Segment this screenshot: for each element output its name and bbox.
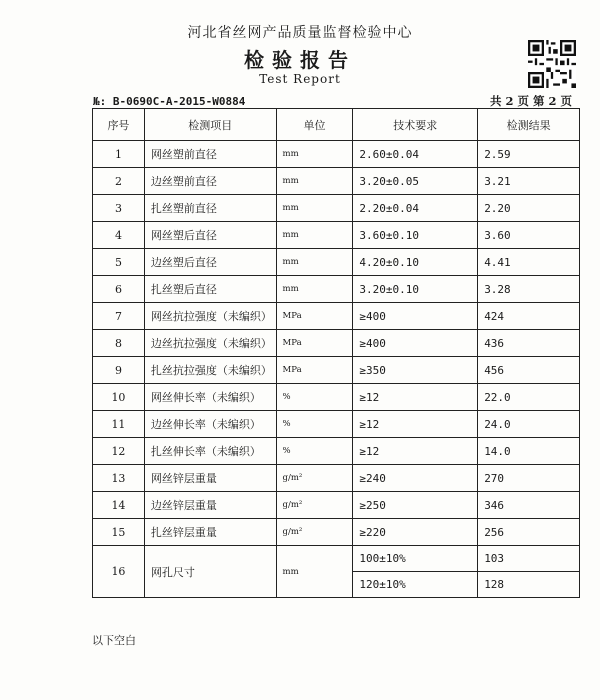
row-number: 3	[93, 195, 145, 222]
table-row	[93, 141, 580, 168]
table-row	[93, 249, 580, 276]
row-requirement: ≥12	[353, 384, 478, 411]
row-unit: MPa	[276, 357, 353, 384]
table-row	[93, 303, 580, 330]
row-result: 256	[478, 519, 580, 546]
table-row	[93, 168, 580, 195]
organization-name: 河北省丝网产品质量监督检验中心	[187, 25, 413, 41]
row-requirement: 120±10%	[353, 572, 478, 598]
row-requirement: 4.20±0.10	[353, 249, 478, 276]
table-row	[93, 411, 580, 438]
row-item: 边丝塑前直径	[144, 168, 276, 195]
row-number: 4	[93, 222, 145, 249]
row-result: 103	[478, 546, 580, 572]
row-number: 12	[93, 438, 145, 465]
row-item: 扎丝塑前直径	[144, 195, 276, 222]
row-item: 网孔尺寸	[144, 546, 276, 598]
row-number: 9	[93, 357, 145, 384]
row-item: 边丝塑后直径	[144, 249, 276, 276]
row-item: 网丝塑后直径	[144, 222, 276, 249]
row-result: 22.0	[478, 384, 580, 411]
table-row	[93, 492, 580, 519]
row-unit: g/m²	[276, 492, 353, 519]
page-count: 共 2 页 第 2 页	[490, 94, 573, 108]
row-number: 16	[93, 546, 145, 598]
table-row	[93, 465, 580, 492]
row-requirement: 3.60±0.10	[353, 222, 478, 249]
row-item: 扎丝伸长率（未编织）	[144, 438, 276, 465]
row-unit: mm	[276, 222, 353, 249]
row-result: 346	[478, 492, 580, 519]
row-item: 扎丝抗拉强度（未编织）	[144, 357, 276, 384]
row-result: 2.20	[478, 195, 580, 222]
row-requirement: ≥12	[353, 411, 478, 438]
row-number: 11	[93, 411, 145, 438]
row-number: 7	[93, 303, 145, 330]
results-table	[92, 108, 580, 598]
table-row	[93, 546, 580, 572]
row-item: 边丝锌层重量	[144, 492, 276, 519]
qr-code-icon	[528, 40, 576, 88]
column-header-result: 检测结果	[478, 109, 580, 141]
row-unit: %	[276, 384, 353, 411]
row-unit: mm	[276, 195, 353, 222]
row-unit: MPa	[276, 330, 353, 357]
table-row	[93, 276, 580, 303]
row-requirement: ≥250	[353, 492, 478, 519]
row-result: 24.0	[478, 411, 580, 438]
row-item: 网丝塑前直径	[144, 141, 276, 168]
row-number: 15	[93, 519, 145, 546]
column-header-requirement: 技术要求	[353, 109, 478, 141]
report-subtitle: Test Report	[259, 72, 341, 86]
table-row	[93, 195, 580, 222]
row-number: 6	[93, 276, 145, 303]
table-row	[93, 330, 580, 357]
row-unit: mm	[276, 168, 353, 195]
row-unit: %	[276, 438, 353, 465]
table-row	[93, 438, 580, 465]
row-unit: g/m²	[276, 465, 353, 492]
column-header-item: 检测项目	[144, 109, 276, 141]
row-result: 3.60	[478, 222, 580, 249]
row-unit: %	[276, 411, 353, 438]
row-requirement: 2.60±0.04	[353, 141, 478, 168]
row-number: 13	[93, 465, 145, 492]
row-item: 边丝伸长率（未编织）	[144, 411, 276, 438]
table-row	[93, 222, 580, 249]
table-row	[93, 384, 580, 411]
row-unit: mm	[276, 276, 353, 303]
row-unit: mm	[276, 546, 353, 598]
row-unit: g/m²	[276, 519, 353, 546]
row-unit: MPa	[276, 303, 353, 330]
end-of-report-note: 以下空白	[92, 634, 136, 647]
row-unit: mm	[276, 249, 353, 276]
row-requirement: 100±10%	[353, 546, 478, 572]
table-row	[93, 519, 580, 546]
row-number: 1	[93, 141, 145, 168]
row-result: 128	[478, 572, 580, 598]
row-requirement: ≥220	[353, 519, 478, 546]
table-row	[93, 357, 580, 384]
row-result: 3.28	[478, 276, 580, 303]
row-result: 424	[478, 303, 580, 330]
row-number: 2	[93, 168, 145, 195]
row-item: 网丝伸长率（未编织）	[144, 384, 276, 411]
column-header-no: 序号	[93, 109, 145, 141]
row-number: 10	[93, 384, 145, 411]
table-header-row	[93, 109, 580, 141]
row-result: 436	[478, 330, 580, 357]
row-result: 456	[478, 357, 580, 384]
row-requirement: ≥240	[353, 465, 478, 492]
row-result: 3.21	[478, 168, 580, 195]
row-number: 5	[93, 249, 145, 276]
row-result: 270	[478, 465, 580, 492]
row-requirement: 2.20±0.04	[353, 195, 478, 222]
row-result: 14.0	[478, 438, 580, 465]
report-title: 检验报告	[244, 48, 356, 72]
column-header-unit: 单位	[276, 109, 353, 141]
row-requirement: 3.20±0.10	[353, 276, 478, 303]
row-requirement: ≥350	[353, 357, 478, 384]
row-requirement: ≥12	[353, 438, 478, 465]
row-result: 2.59	[478, 141, 580, 168]
row-item: 边丝抗拉强度（未编织）	[144, 330, 276, 357]
report-number: №: B-0690C-A-2015-W0884	[93, 95, 246, 108]
row-result: 4.41	[478, 249, 580, 276]
row-requirement: ≥400	[353, 330, 478, 357]
row-number: 8	[93, 330, 145, 357]
row-number: 14	[93, 492, 145, 519]
row-item: 网丝抗拉强度（未编织）	[144, 303, 276, 330]
row-requirement: 3.20±0.05	[353, 168, 478, 195]
row-item: 扎丝锌层重量	[144, 519, 276, 546]
row-requirement: ≥400	[353, 303, 478, 330]
row-unit: mm	[276, 141, 353, 168]
row-item: 扎丝塑后直径	[144, 276, 276, 303]
row-item: 网丝锌层重量	[144, 465, 276, 492]
